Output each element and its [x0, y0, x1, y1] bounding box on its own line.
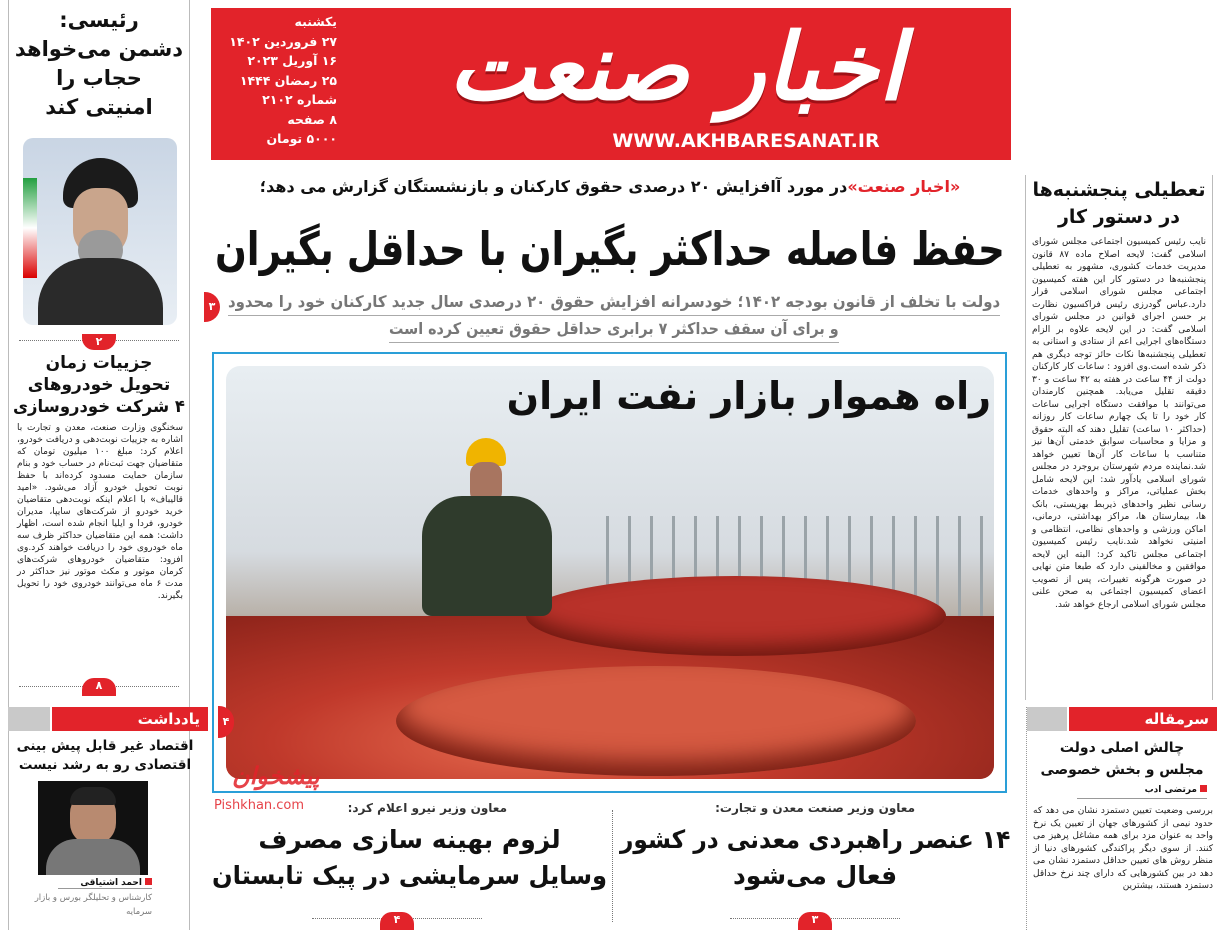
- website-url[interactable]: WWW.AKHBARESANAT.IR: [612, 130, 880, 152]
- page-badge[interactable]: ۳: [798, 912, 832, 930]
- watermark-logo: پیشخوان: [232, 762, 320, 790]
- watermark-url: Pishkhan.com: [214, 798, 305, 813]
- author-photo: [38, 781, 148, 875]
- page-badge[interactable]: ۴: [218, 706, 234, 738]
- page-badge[interactable]: ۴: [380, 912, 414, 930]
- editorial-author: مرتضی ادب: [1077, 785, 1207, 799]
- photo-story[interactable]: [212, 352, 1007, 793]
- note-author: احمد اشتیاقی: [58, 878, 152, 889]
- editorial-label: سرمقاله: [1069, 707, 1217, 731]
- editorial-body: بررسی وضعیت تعیین دستمزد نشان می دهد که حدود نیمی از کشورهای جهان از تعیین یک نرخ واحد به عنوان مزد برای همه مشاغل پرهیز می کنند. از سوی دیگر پراکندگی کشورهای دنیا از منظر روش های تعیین حداقل دستمزد نشان می دهد در بین کشورهایی که دارای چند نرخ حداقل دستمزد هستند، بیشترین: [1033, 806, 1213, 891]
- masthead: [211, 8, 1011, 160]
- thursday-holiday-body: نایب رئیس کمیسیون اجتماعی مجلس شورای اسلامی گفت: لایحه اصلاح ماده ۸۷ قانون مدیریت خدمات کشوری، مشهور به تعطیلی پنجشنبه‌ها در دستور کار این هفته کمیسیون اجتماعی مجلس شورای اسلامی قرار دارد.عباس گودرزی رئیس فراکسیون نظارت بر حسن اجرای قوانین در مجلس شورای اسلامی گفت: در این لایحه علاوه بر الزام دستگاه‌های اجرایی اعم از ستادی و استانی به تعطیلی پنجشنبه‌ها نکات حائز توجه دیگری هم ذکر شده است.وی افزود : ساعات کار کارکنان دولت از ۴۴ ساعت در هفته به ۴۲ ساعت و ۳۰ دقیقه تقلیل می‌یابد. همچنین کارمندان می‌توانند با موافقت دستگاه اجرایی ساعات کار خود را تا یک چهارم ساعات کار روزانه (حداکثر ۱۰ ساعت) تقلیل دهند که البته حقوق و مزایا و محاسبات سوابق خدمتی آن‌ها نیز متناسب با ساعات کار آن‌ها تعیین خواهد شد.نماینده مردم شهرستان بروجرد در مجلس شورای اسلامی یادآور شد: این لایحه شامل بخش عملیاتی، مراکز و واحدهای خدمات رسانی نظیر واحدهای ذیربط بهزیستی، بانک ها، بیمارستان ها، مراکز بهداشتی، درمانی، اماکن ورزشی و واحدهای نظامی، انتظامی و امنیتی نخواهد شد.نایب رئیس کمیسیون اجتماعی مجلس تاکید کرد: البته این لایحه موافقین و مخالفینی دارد که طبعا متن نهایی در صورت هرگونه تغییرات، پس از تصویب اعضای کمیسیون اجتماعی به صحن علنی مجلس شورای اسلامی ارجاع خواهد شد.: [1032, 237, 1206, 610]
- note-author-role: کارشناس و تحلیلگر بورس و بازار سرمایه: [34, 893, 152, 917]
- editorial-section: [1026, 707, 1216, 930]
- note-headline[interactable]: اقتصاد غیر قابل پیش بینی اقتصادی رو به رشد نیست: [16, 738, 194, 773]
- page-badge[interactable]: ۲: [82, 334, 116, 350]
- page-badge[interactable]: ۸: [82, 678, 116, 696]
- mining-story[interactable]: معاون وزیر صنعت معدن و تجارت: ۱۴ عنصر راهبردی معدنی در کشور فعال می‌شود ۳: [620, 800, 1010, 930]
- note-label: یادداشت: [52, 707, 208, 731]
- arrow-icon: [1027, 707, 1067, 731]
- editorial-headline[interactable]: چالش اصلی دولت مجلس و بخش خصوصی: [1040, 740, 1204, 778]
- note-section: [8, 707, 208, 930]
- raisi-headline[interactable]: رئیسی: دشمن می‌خواهد حجاب را امنیتی کند: [14, 8, 184, 119]
- mining-headline: ۱۴ عنصر راهبردی معدنی در کشور فعال می‌شود: [619, 825, 1010, 890]
- car-delivery-headline[interactable]: جزییات زمان تحویل خودروهای ۴ شرکت خودروسازی: [13, 353, 185, 417]
- arrow-icon: [8, 707, 50, 731]
- cooling-headline: لزوم بهینه سازی مصرف وسایل سرمایشی در پیک تابستان: [211, 825, 607, 890]
- lead-subheadline: دولت با تخلف از قانون بودجه ۱۴۰۲؛ خودسرانه افزایش حقوق ۲۰ درصدی سال جدید کارکنان خود را محدود و برای آن سقف حداکثر ۷ برابری حداقل حقوق تعیین کرده است: [228, 289, 1000, 343]
- thursday-holiday-headline[interactable]: تعطیلی پنجشنبه‌ها در دستور کار: [1032, 179, 1206, 228]
- cooling-story[interactable]: معاون وزیر نیرو اعلام کرد: لزوم بهینه سازی مصرف وسایل سرمایشی در پیک تابستان ۴: [212, 800, 607, 930]
- oil-barrels-photo: [226, 366, 994, 779]
- photo-story-title: راه هموار بازار نفت ایران: [506, 374, 991, 418]
- issue-info: یکشنبه ۲۷ فروردین ۱۴۰۲ ۱۶ آوریل ۲۰۲۳ ۲۵ رمضان ۱۴۴۴ شماره ۲۱۰۲ ۸ صفحه ۵۰۰۰ تومان: [229, 14, 337, 146]
- lead-headline[interactable]: حفظ فاصله حداکثر بگیران با حداقل بگیران: [215, 222, 1005, 276]
- newspaper-logo[interactable]: اخبار صنعت: [448, 14, 904, 121]
- page-badge[interactable]: ۳: [204, 292, 220, 322]
- car-delivery-body: سخنگوی وزارت صنعت، معدن و تجارت با اشاره به جزییات نوبت‌دهی و دریافت خودرو، اعلام کرد: مبلغ ۱۰۰ میلیون تومان که متقاضیان جهت ثبت‌نام در حساب خود و بنام سازمان حمایت مسدود کرده‌اند با حفظ نوبت تحویل خودرو آزاد می‌شود. «امید قالیباف» با اعلام اینکه نوبت‌دهی متقاضیان خرید خودرو از شرکت‌های سایپا، مدیران خودرو، فردا و ایلیا انجام شده است، اظهار داشت: همه این متقاضیان حداکثر ظرف سه ماه خودروی خود را دریافت خواهند کرد.وی افزود: متقاضیان خودروهای شرکت‌های کرمان موتور و مکث موتور نیز حداکثر در مدت ۶ ماه می‌توانند خودروی خود را تحویل بگیرند.: [17, 423, 183, 601]
- right-column: [1025, 175, 1213, 700]
- lead-kicker: «اخبار صنعت»در مورد آافزایش ۲۰ درصدی حقوق کارکنان و بازنشستگان گزارش می دهد؛: [259, 177, 961, 196]
